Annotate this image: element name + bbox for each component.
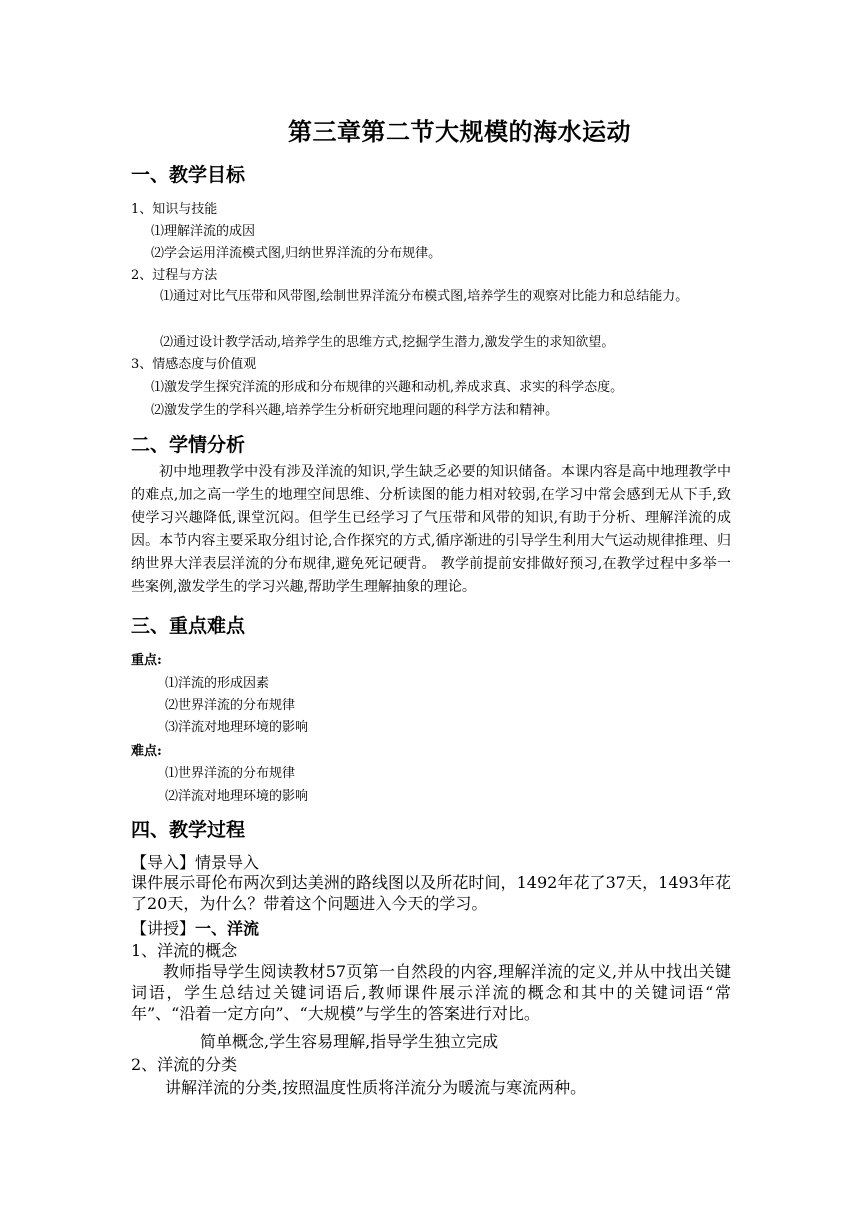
key-point-item: ⑵世界洋流的分布规律 xyxy=(165,698,296,713)
key-point-item: ⑶洋流对地理环境的影响 xyxy=(165,720,309,735)
objective-item: ⑴理解洋流的成因 xyxy=(151,224,256,239)
lecture-heading xyxy=(131,916,259,939)
section-heading-analysis: 二、学情分析 xyxy=(131,434,246,456)
objective-item: ⑵通过设计教学活动,培养学生的思维方式,挖掘学生潜力,激发学生的求知欲望。 xyxy=(160,335,615,350)
intro-label: 【导入】情景导入 xyxy=(131,853,260,872)
objective-process-label: 2、过程与方法 xyxy=(131,268,218,283)
objective-item: ⑵激发学生的学科兴趣,培养学生分析研究地理问题的科学方法和精神。 xyxy=(151,403,559,418)
key-points-label: 重点: xyxy=(131,653,162,668)
difficult-points-label: 难点: xyxy=(131,744,162,759)
difficult-point-item: ⑴世界洋流的分布规律 xyxy=(165,766,296,781)
document-title: 第三章第二节大规模的海水运动 xyxy=(288,118,631,146)
objective-item: ⑴通过对比气压带和风带图,绘制世界洋流分布模式图,培养学生的观察对比能力和总结能力。 xyxy=(160,289,689,304)
subsection-concept-label: 1、洋流的概念 xyxy=(131,941,238,960)
concept-paragraph: 教师指导学生阅读教材57页第一自然段的内容,理解洋流的定义,并从中找出关键词语，学生总结过关键词语后,教师课件展示洋流的概念和其中的关键词语“常年”、“沿着一定方向”、“大规模”与学生的答案进行对比。 xyxy=(131,962,731,1023)
section-heading-key-points: 三、重点难点 xyxy=(131,615,246,637)
classification-paragraph: 讲解洋流的分类,按照温度性质将洋流分为暖流与寒流两种。 xyxy=(165,1078,587,1097)
objective-item: ⑴激发学生探究洋流的形成和分布规律的兴趣和动机,养成求真、求实的科学态度。 xyxy=(151,380,624,395)
subsection-classification-label: 2、洋流的分类 xyxy=(131,1055,238,1074)
objective-item: ⑵学会运用洋流模式图,归纳世界洋流的分布规律。 xyxy=(151,246,442,261)
objective-attitude-label: 3、情感态度与价值观 xyxy=(131,357,257,372)
lecture-bracket: 【讲授】 xyxy=(131,919,196,938)
section-heading-process: 四、教学过程 xyxy=(131,819,246,841)
analysis-paragraph: 初中地理教学中没有涉及洋流的知识,学生缺乏必要的知识储备。本课内容是高中地理教学中的难点,加之高一学生的地理空间思维、分析读图的能力相对较弱,在学习中常会感到无从下手,致使学习兴趣降低,课堂沉闷。但学生已经学习了气压带和风带的知识,有助于分析、理解洋流的成因。本节内容主要采取分组讨论,合作探究的方式,循序渐进的引导学生利用大气运动规律推理、归纳世界大洋表层洋流的分布规律,避免死记硬背。 教学前提前安排做好预习,在教学过程中多举一些案例,激发学生的学习兴趣,帮助学生理解抽象的理论。 xyxy=(131,464,731,595)
concept-note: 简单概念,学生容易理解,指导学生独立完成 xyxy=(200,1032,499,1051)
difficult-point-item: ⑵洋流对地理环境的影响 xyxy=(165,789,309,804)
key-point-item: ⑴洋流的形成因素 xyxy=(165,676,270,691)
section-heading-objectives: 一、教学目标 xyxy=(131,164,246,186)
lecture-title: 一、洋流 xyxy=(195,919,260,938)
objective-knowledge-label: 1、知识与技能 xyxy=(131,202,218,217)
intro-paragraph: 课件展示哥伦布两次到达美洲的路线图以及所花时间，1492年花了37天，1493年花了20天，为什么？带着这个问题进入今天的学习。 xyxy=(131,873,731,913)
